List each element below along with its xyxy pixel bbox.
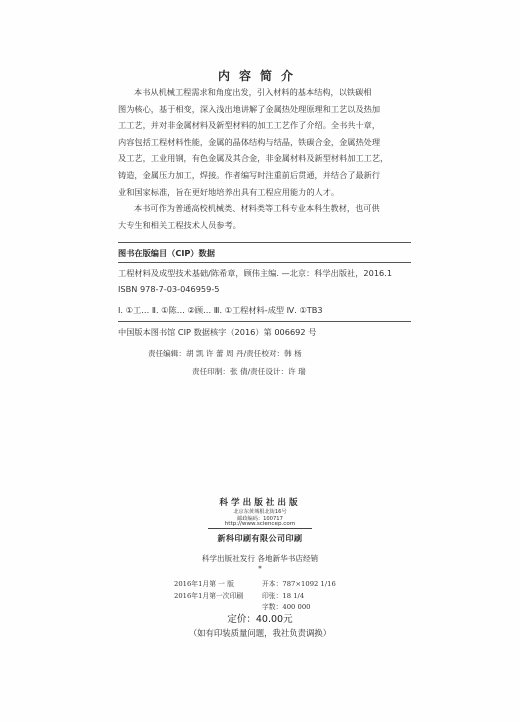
word-count: 字数：400 000 [262,603,311,611]
printer-name: 新科印刷有限公司印刷 [217,533,303,543]
distribution-line: 科学出版社发行 各地新华书店经销 [201,554,319,563]
intro-paragraph [118,84,410,233]
intro-line: 本书可作为普通高校机械类、材料类等工科专业本科生教材，也可供 [134,203,380,214]
separator-star: * [258,565,262,573]
intro-line: 本书从机械工程需求和角度出发，引入材料的基本结构，以铁碳相 [134,87,372,97]
intro-line: 内容包括工程材料性能，金属的晶体结构与结晶，铁碳合金，金属热处理 [118,136,381,147]
quality-notice: （如有印装质量问题，我社负责调换） [188,628,332,638]
cip-record-number: 中国版本图书馆 CIP 数据核字（2016）第 006692 号 [118,327,317,337]
cip-header-rule [118,262,411,263]
printing-date: 2016年1月第一次印刷 [174,592,244,600]
cip-bottom-rule [118,321,411,322]
responsible-printing: 责任印制：张 倩/责任设计：许 瑞 [192,367,306,376]
intro-line: 业和国家标准，旨在更好地培养出具有工程应用能力的人才。 [118,186,340,197]
price: 定价：40.00元 [227,614,293,625]
intro-line: 图为核心，基于相变，深入浅出地讲解了金属热处理原理和工艺以及热加 [118,103,381,114]
cip-isbn: ISBN 978-7-03-046959-5 [118,284,220,294]
intro-line: 铸造，金属压力加工，焊接。作者编写时注重前后贯通，并结合了最新行 [118,169,381,180]
publisher-name: 科学出版社出版 [219,498,301,508]
publisher-url: http://www.sciencep.com [224,521,296,527]
publisher-postcode: 邮政编码：100717 [237,516,283,522]
publisher-rule [208,528,312,529]
publisher-address: 北京东黄城根北街16号 [233,509,287,515]
intro-line: 工工艺，并对非金属材料及新型材料的加工工艺作了介绍。全书共十章， [118,120,381,131]
cip-top-rule [118,242,411,243]
responsible-editors: 责任编辑：胡 凯 许 蕾 周 丹/责任校对：韩 杨 [148,349,302,358]
cip-title-line: 工程材料及成型技术基础/陈希章，顾伟主编. —北京：科学出版社，2016.1 [118,268,393,278]
page-title: 内容简介 [217,69,302,83]
edition: 2016年1月第 一 版 [174,580,234,588]
format-size: 开本：787×1092 1/16 [262,580,336,588]
sheets: 印张：18 1/4 [262,592,305,600]
cip-heading: 图书在版编目（CIP）数据 [118,248,215,258]
intro-line: 及工艺，工业用钢，有色金属及其合金，非金属材料及新型材料加工工艺， [118,153,389,164]
cip-classification: Ⅰ. ①工… Ⅱ. ①陈… ②顾… Ⅲ. ①工程材料-成型 Ⅳ. ①TB3 [118,305,323,315]
intro-line: 大专生和相关工程技术人员参考。 [118,219,241,230]
